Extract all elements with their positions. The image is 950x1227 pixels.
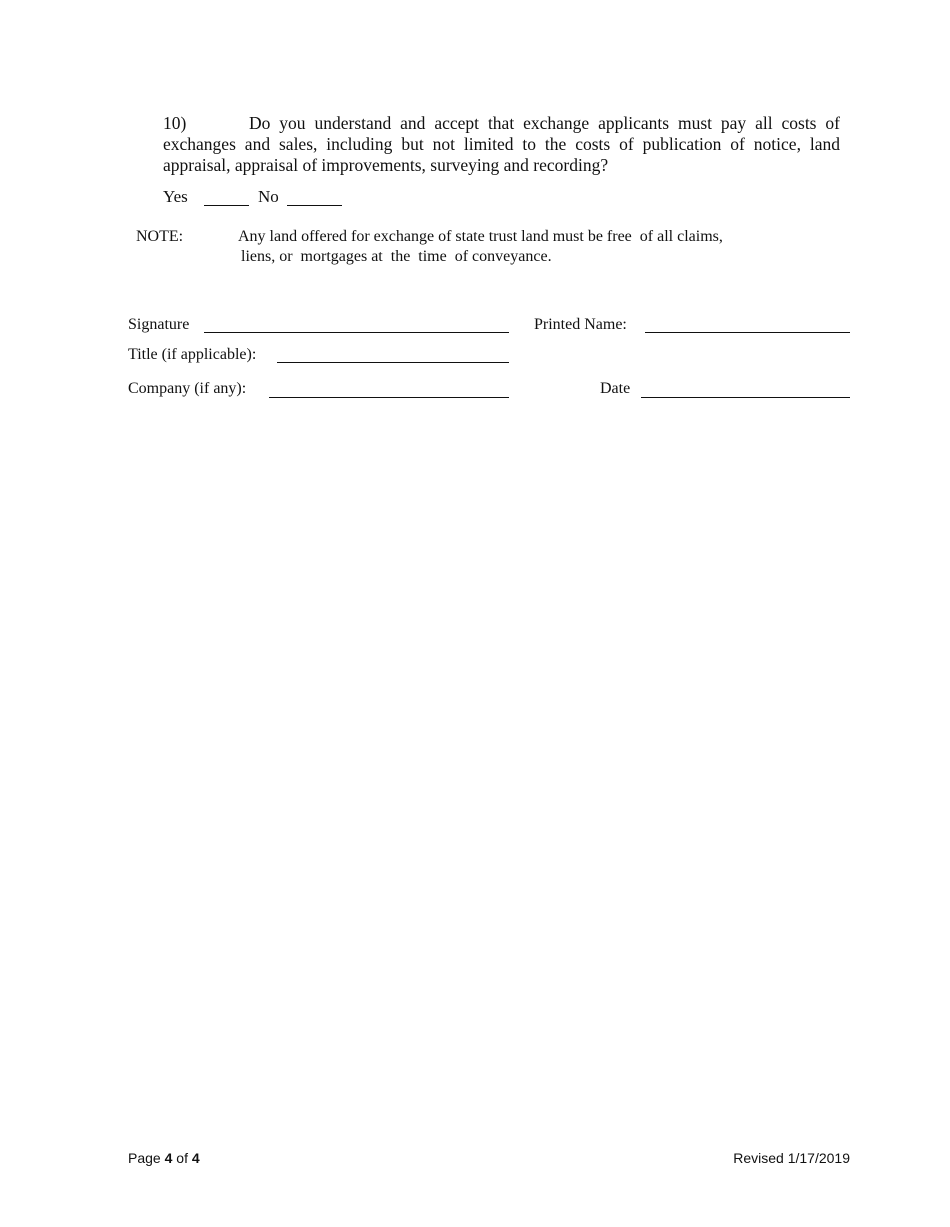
title-field[interactable]	[277, 362, 509, 363]
date-label: Date	[600, 380, 631, 397]
company-field[interactable]	[269, 397, 509, 398]
page-current: 4	[164, 1150, 173, 1166]
page-of: of	[176, 1150, 188, 1166]
question-text: Do you understand and accept that exchange applicants must pay all costs of exchanges and sales, including but not limited to the costs of publication of notice, land appraisal, appraisal of improvements, surveying and recording?	[163, 113, 840, 175]
date-field[interactable]	[641, 397, 850, 398]
note-line-1: Any land offered for exchange of state trust land must be free of all claims,	[238, 228, 723, 245]
note-label: NOTE:	[136, 228, 184, 245]
yes-answer-field[interactable]	[204, 205, 249, 206]
question-number: 10)	[163, 113, 187, 133]
no-label: No	[258, 187, 279, 206]
company-label: Company (if any):	[128, 380, 247, 397]
note-line-2: liens, or mortgages at the time of conveyance.	[241, 248, 552, 265]
page-total: 4	[191, 1150, 200, 1166]
printed-name-field[interactable]	[645, 332, 850, 333]
title-label: Title (if applicable):	[128, 346, 257, 363]
signature-label: Signature	[128, 316, 190, 333]
revised-date: Revised 1/17/2019	[733, 1150, 850, 1166]
printed-name-label: Printed Name:	[534, 316, 627, 333]
no-answer-field[interactable]	[287, 205, 342, 206]
signature-field[interactable]	[204, 332, 509, 333]
yes-label: Yes	[163, 187, 188, 206]
page-prefix: Page	[128, 1150, 161, 1166]
question-10	[163, 113, 840, 176]
page-number	[128, 1150, 200, 1166]
